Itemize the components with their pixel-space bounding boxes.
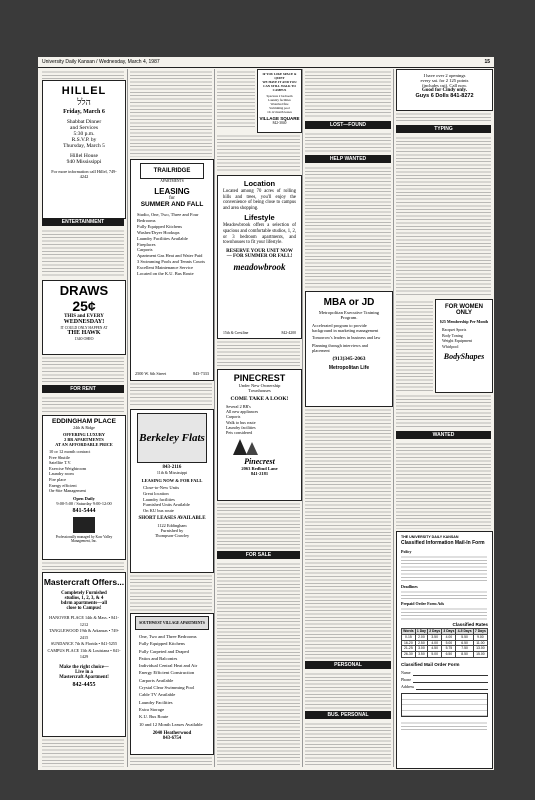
eddingham-management: Professionally managed by Kaw Valley Management, Inc. — [55, 534, 113, 543]
kansan-prepaid-heading: Prepaid Order Form Ads — [401, 601, 445, 606]
village-square-ad — [257, 69, 302, 133]
list-item: Weight Equipment — [442, 338, 473, 343]
list-item: Tomorrow's leaders in business and law — [312, 335, 381, 341]
meadowbrook-ad — [217, 175, 302, 339]
column-rule — [127, 69, 128, 767]
list-item: Located on the K.U. Bus Route — [137, 271, 194, 277]
mastercraft-title: Mastercraft Offers... — [43, 577, 125, 587]
hillel-event: Shabbat Dinner — [66, 119, 102, 125]
mail-order-heading: Classified Mail Order Form — [401, 661, 460, 667]
list-item: Several 2 BR's — [226, 404, 251, 409]
section-typing: TYPING — [396, 125, 491, 133]
table-row — [402, 652, 488, 658]
hillel-title: HILLEL — [61, 85, 107, 97]
classified-text-block — [217, 501, 300, 549]
table-cell: 26-30 — [402, 652, 416, 658]
column-rule — [214, 69, 215, 767]
pinecrest-tree-icon — [230, 437, 290, 457]
village-l3: CAN STILL WALK TO CAMPUS — [263, 84, 296, 92]
meadowbrook-logo: meadowbrook — [233, 261, 286, 272]
draws-line1: THIS and EVERY — [64, 314, 104, 319]
meadowbrook-location-body: Located among 70 acres of rolling hills and trees, you'll enjoy the convenience of being close to campus and area shopping. — [223, 189, 296, 211]
trailridge-logo: TRAILRIDGE — [140, 163, 204, 179]
classified-text-block — [42, 228, 124, 278]
list-item: Fire place — [49, 476, 67, 482]
eddingham-line2: 2 BR APARTMENTS — [64, 437, 104, 442]
mba-title: MBA or JD — [323, 297, 375, 308]
classified-text-block — [396, 111, 491, 123]
mastercraft-line1: Completely Furnished — [61, 591, 107, 596]
berkeley-mgmt1: 1122 Eddingham — [157, 522, 187, 528]
list-item: CAMPUS PLACE 11th & Louisiana • 841-1429 — [47, 647, 121, 659]
trailridge-for: for — [169, 196, 175, 201]
table-cell: 4.00 — [428, 640, 442, 646]
list-item: HANOVER PLACE 14th & Mass. • 841-1212 — [49, 615, 119, 627]
table-cell: 9.00 — [473, 634, 487, 640]
classified-text-block — [42, 69, 124, 79]
table-cell: 0-15 — [402, 634, 416, 640]
list-item: Apartment Gas Heat and Water Paid — [137, 253, 203, 259]
meadowbrook-location-title: Location — [243, 179, 276, 188]
list-item: Crystal Clear Swimming Pool — [139, 685, 195, 691]
women-title: FOR WOMEN ONLY — [445, 304, 483, 316]
hillel-address: 940 Mississippi — [66, 159, 102, 165]
kansan-policy-heading: Policy — [401, 549, 412, 554]
table-cell: 5.00 — [442, 640, 456, 646]
section-for-rent: FOR RENT — [42, 385, 124, 393]
classified-text-block — [305, 69, 391, 119]
village-name: VILLAGE SQUARE — [259, 116, 300, 121]
berkeley-mgmt2: Furnished by — [160, 527, 184, 533]
table-cell: 3.00 — [415, 646, 427, 652]
table-cell: 2.00 — [415, 634, 427, 640]
classified-text-block — [217, 69, 255, 129]
classified-text-block — [217, 561, 300, 767]
trailridge-address: 2500 W. 6th Street — [135, 371, 167, 376]
southwest-phone: 843-6754 — [162, 735, 182, 741]
list-item: Laundry facilities — [143, 496, 175, 502]
pinecrest-title: PINECREST — [233, 373, 286, 383]
mastercraft-line2: studios, 1, 2, 3, & 4 — [64, 596, 104, 601]
section-lost-found: LOST—FOUND — [305, 121, 391, 129]
list-item: Laundry room — [49, 471, 74, 477]
table-cell: 6.50 — [456, 640, 473, 646]
list-item: Fully Carpeted and Draped — [139, 648, 189, 654]
berkeley-logo: Berkeley Flats — [137, 413, 207, 463]
deal-l4: Good for Cindy only. — [422, 88, 467, 93]
mba-ad — [305, 291, 393, 407]
guys-dolls-ad — [396, 69, 493, 111]
list-item: Energy efficient — [49, 482, 77, 488]
for-women-only-ad — [435, 299, 493, 393]
draws-phone: 1340 OHIO — [74, 336, 94, 341]
list-item: Laundry Facilities Available — [137, 235, 188, 241]
form-footer-text — [401, 720, 487, 730]
rates-heading: Classified Rates — [452, 622, 488, 627]
classified-text-block — [42, 395, 124, 413]
kansan-mail-in-form — [396, 531, 493, 769]
page-header — [38, 57, 494, 68]
bodyshapes-logo: BodyShapes — [443, 352, 485, 361]
column-rule — [302, 69, 303, 767]
table-header: 1 Day — [416, 629, 426, 633]
table-cell: 11.00 — [473, 640, 487, 646]
mastercraft-tail3: Mastercraft Apartment! — [59, 674, 109, 680]
list-item: On KU bus route — [143, 508, 174, 514]
table-cell: 5.00 — [428, 652, 442, 658]
village-phone: 842-3040 — [272, 121, 287, 125]
pinecrest-phone: 841-2181 — [250, 471, 269, 477]
list-item: Planning through interviews and placement — [312, 342, 368, 353]
table-cell: 5.75 — [442, 646, 456, 652]
mastercraft-tail2: Live in a — [75, 669, 93, 675]
trailridge-ad — [130, 159, 214, 381]
list-item: Satellite T.V. — [49, 460, 72, 466]
hillel-day: Friday, March 6 — [63, 109, 105, 115]
classified-text-block — [305, 721, 391, 767]
classified-text-block — [396, 135, 491, 297]
eddingham-line3: AT AN AFFORDABLE PRICE — [55, 442, 113, 447]
berkeley-leasing: LEASING NOW & FOR FALL — [141, 478, 203, 483]
classified-text-block — [305, 131, 391, 153]
hillel-rsvp: R.S.V.P. by — [71, 137, 97, 143]
section-personal: PERSONAL — [305, 661, 391, 669]
eddingham-logo-icon — [73, 517, 95, 533]
list-item: Individual Central Heat and Air — [139, 663, 198, 669]
list-item: Patios and Balconies — [139, 655, 178, 661]
page-header-dateline: University Daily Kansan / Wednesday, March 4, 1987 — [42, 59, 160, 65]
southwest-logo: SOUTHWEST VILLAGE APARTMENTS — [135, 616, 209, 630]
table-header: 3 Days — [443, 629, 455, 633]
classified-text-block — [130, 755, 212, 767]
list-item: 10 and 12 Month Leases Available — [139, 721, 203, 727]
draws-place: THE HAWK — [67, 330, 101, 336]
section-help-wanted: HELP WANTED — [305, 155, 391, 163]
list-item: Free Shuttle — [49, 454, 70, 460]
southwest-village-ad — [130, 613, 214, 755]
list-item: Studio, One, Two, Three and Four Bedrooms — [137, 212, 199, 223]
pinecrest-come: COME TAKE A LOOK! — [230, 396, 289, 402]
kansan-title: THE UNIVERSITY DAILY KANSAN — [401, 535, 459, 539]
list-item: Carports Available — [139, 677, 174, 683]
hillel-event2: and Services — [70, 125, 98, 131]
pinecrest-ad — [217, 369, 302, 501]
list-item: Cable TV Available — [139, 692, 176, 698]
list-item: On-Site Management — [49, 488, 86, 494]
list-item: Close-to-New Units — [143, 485, 180, 490]
list-item: Spacious 2 bedroom — [266, 94, 293, 98]
section-bus-personal: BUS. PERSONAL — [305, 711, 391, 719]
list-item: Washer/Dryer Hookups — [137, 229, 180, 235]
deal-l1: I have over 2 openings — [423, 73, 466, 78]
list-item: Body Toning — [442, 332, 463, 338]
table-cell: 15.00 — [473, 652, 487, 658]
name-label: Name — [401, 669, 411, 675]
list-item: Laundry facilities — [268, 98, 291, 102]
table-cell: 6.50 — [442, 652, 456, 658]
berkeley-phone: 843-2116 — [162, 465, 182, 470]
eddingham-ad — [42, 415, 126, 560]
deal-l5: Guys 6 Dolls 841-8272 — [415, 93, 474, 99]
list-item: Extra Storage — [139, 706, 165, 712]
column-rule — [393, 69, 394, 767]
table-header: 7 Days — [474, 629, 486, 633]
list-item: Whirlpool — [442, 343, 459, 349]
berkeley-address: 11th & Mississippi — [156, 470, 188, 475]
classified-text-block — [130, 69, 212, 157]
eddingham-name: EDDINGHAM PLACE — [52, 418, 116, 425]
mastercraft-ad — [42, 572, 126, 737]
list-item: 3 Swimming Pools and Tennis Courts — [137, 259, 205, 265]
metlife-logo: Metropolitan Life — [328, 365, 370, 372]
hillel-time: 5:30 p.m. — [73, 131, 95, 137]
table-cell: 13.00 — [473, 646, 487, 652]
eddingham-hours: 9:00-5:00 / Saturday 9:00-12:00 — [56, 500, 112, 506]
classified-text-block — [305, 165, 391, 289]
trailridge-sub: APARTMENTS — [160, 179, 184, 183]
list-item: One, Two and Three Bedrooms — [139, 634, 197, 639]
meadowbrook-lifestyle-body: Meadowbrook offers a selection of spacious and comfortable studios, 1, 2, or 3 bedroom apartments, and townhouses to fit your lifestyle. — [223, 223, 296, 246]
women-price: $25 Membership Per Month — [439, 319, 489, 324]
list-item: Fireplaces — [137, 241, 156, 247]
deadline-text — [401, 589, 487, 599]
section-for-sale: FOR SALE — [217, 551, 300, 559]
deal-l2: every sat. for 2 125 points — [420, 78, 469, 83]
list-item: Excellent Maintenance Service — [137, 265, 193, 271]
hillel-hebrew-logo: הלל — [77, 97, 91, 107]
trailridge-leasing: LEASING — [154, 187, 190, 196]
table-header: 2 Days — [429, 629, 441, 633]
list-item: Racquet Sports — [442, 327, 467, 332]
pinecrest-address: 2063 Redbud Lane — [241, 466, 278, 472]
name-field[interactable] — [413, 669, 488, 676]
list-item: Pets considered — [226, 430, 253, 436]
classified-text-block — [396, 299, 433, 391]
pinecrest-logo: Pinecrest — [244, 457, 275, 467]
meadowbrook-address: 15th & Crestline — [223, 331, 249, 335]
draws-price: 25¢ — [72, 298, 96, 314]
berkeley-flats-ad — [130, 409, 214, 573]
list-item: 10-12 month leases — [267, 110, 292, 114]
list-item: Great location — [143, 490, 169, 496]
list-item: Carports — [226, 414, 241, 420]
list-item: Accelerated program to provide background in marketing management — [312, 323, 379, 334]
list-item: All new appliances — [226, 409, 259, 415]
draws-title: DRAWS — [59, 283, 109, 298]
mba-phone: (913)345-2063 — [332, 356, 366, 363]
table-cell: 16-20 — [402, 640, 416, 646]
table-cell: 4.00 — [442, 634, 456, 640]
list-item: TANGLEWOOD 19th & Arkansas • 749-2415 — [49, 628, 119, 640]
ad-text-box[interactable] — [401, 693, 488, 717]
meadowbrook-lifestyle-title: Lifestyle — [244, 213, 275, 223]
policy-text — [401, 554, 487, 582]
table-cell: 21-25 — [402, 646, 416, 652]
classified-text-block — [396, 441, 491, 529]
eddingham-hours-label: Open Daily — [73, 495, 95, 501]
mba-sub: Metropolitan Executive Training Program. — [318, 310, 380, 320]
list-item: Carports — [137, 247, 153, 253]
list-item: Walk to bus route — [226, 419, 256, 425]
list-item: Fully Equipped Kitchens — [137, 223, 182, 229]
classified-text-block — [217, 339, 300, 367]
mastercraft-phone: 842-4455 — [72, 681, 96, 688]
classified-text-block — [42, 355, 124, 383]
table-cell: 2.50 — [415, 640, 427, 646]
deal-l3: (includes cut). Call now. — [422, 83, 467, 88]
section-entertainment: ENTERTAINMENT — [42, 218, 124, 226]
village-l2: WE HAVE IT AND YOU — [262, 80, 297, 84]
berkeley-short-leases: SHORT LEASES AVAILABLE — [138, 515, 206, 521]
hillel-house: Hillel House — [70, 153, 98, 159]
classified-text-block — [305, 671, 391, 709]
list-item: Laundry facilities — [226, 424, 256, 430]
address-label: Address — [401, 683, 415, 689]
classified-text-block — [130, 381, 212, 407]
eddingham-line1: OFFERING LUXURY — [63, 432, 105, 437]
rates-table — [401, 628, 488, 658]
meadowbrook-reserve: RESERVE YOUR UNIT NOW— FOR SUMMER OR FALL! — [226, 248, 293, 259]
table-header: 4-5 Days — [457, 629, 472, 633]
section-wanted: WANTED — [396, 431, 491, 439]
phone-label: Phone — [401, 676, 411, 682]
classified-text-block — [130, 573, 212, 611]
list-item: Fully Equipped Kitchens — [139, 641, 185, 647]
trailridge-phone: 843-7333 — [192, 371, 209, 376]
table-cell: 8.50 — [456, 652, 473, 658]
eddingham-phone: 841-5444 — [72, 507, 96, 514]
classified-text-block — [42, 737, 124, 767]
classified-text-block — [396, 393, 491, 429]
kansan-deadline-heading: Deadlines — [401, 584, 418, 589]
mastercraft-line4: close to Campus! — [66, 606, 102, 611]
list-item: Waterbed fine — [270, 102, 289, 106]
meadowbrook-phone: 842-4200 — [281, 331, 296, 335]
newspaper-page — [38, 57, 494, 770]
classified-text-block — [217, 133, 300, 173]
village-l1: IF YOU LIKE SPACE & QUIET — [262, 72, 297, 80]
table-header: Words — [403, 629, 414, 633]
hillel-rsvp-date: Thursday, March 5 — [63, 143, 105, 149]
mastercraft-line3: bdrm apartments—all — [61, 601, 107, 606]
table-cell: 4.50 — [428, 646, 442, 652]
list-item: K.U. Bus Route — [139, 714, 169, 720]
mastercraft-tail1: Make the right choice— — [59, 664, 109, 670]
berkeley-mgmt3: Thompson-Crawley — [154, 532, 190, 538]
list-item: Laundry Facilities — [139, 699, 173, 705]
list-item: SUNDANCE 7th & Florida • 841-5255 — [50, 641, 118, 646]
draws-ad — [42, 280, 126, 355]
southwest-address: 2040 Heatherwood — [152, 730, 192, 736]
trailridge-season: SUMMER AND FALL — [140, 201, 204, 208]
pinecrest-sub: Under New Ownership — [238, 383, 281, 388]
table-cell: 7.50 — [456, 646, 473, 652]
kansan-subtitle: Classified Information Mail-In Form — [401, 540, 485, 546]
list-item: Energy Efficient Construction — [139, 670, 195, 676]
table-cell: 3.50 — [428, 634, 442, 640]
eddingham-address: 24th & Ridge — [73, 425, 95, 430]
hillel-ad — [42, 80, 126, 219]
pinecrest-sub2: Townhouses — [248, 388, 271, 393]
hillel-info: For more information call Hillel, 749-4242 — [51, 169, 117, 179]
phone-field[interactable] — [413, 676, 488, 683]
list-item: Swimming pool — [269, 106, 290, 110]
address-field[interactable] — [416, 683, 488, 690]
list-item: Furnished Units Available — [143, 502, 190, 508]
classified-text-block — [305, 407, 391, 659]
draws-line2: WEDNESDAY! — [63, 319, 105, 325]
list-item: 10 or 12 month contract — [49, 449, 91, 454]
classified-text-block — [42, 560, 124, 570]
page-number: 15 — [484, 59, 490, 65]
table-cell: 3.50 — [415, 652, 427, 658]
list-item: Exercise Weightroom — [49, 465, 87, 471]
draws-tag: IT COULD ONLY HAPPEN AT — [60, 326, 108, 330]
table-cell: 5.50 — [456, 634, 473, 640]
prepaid-text — [401, 606, 487, 620]
